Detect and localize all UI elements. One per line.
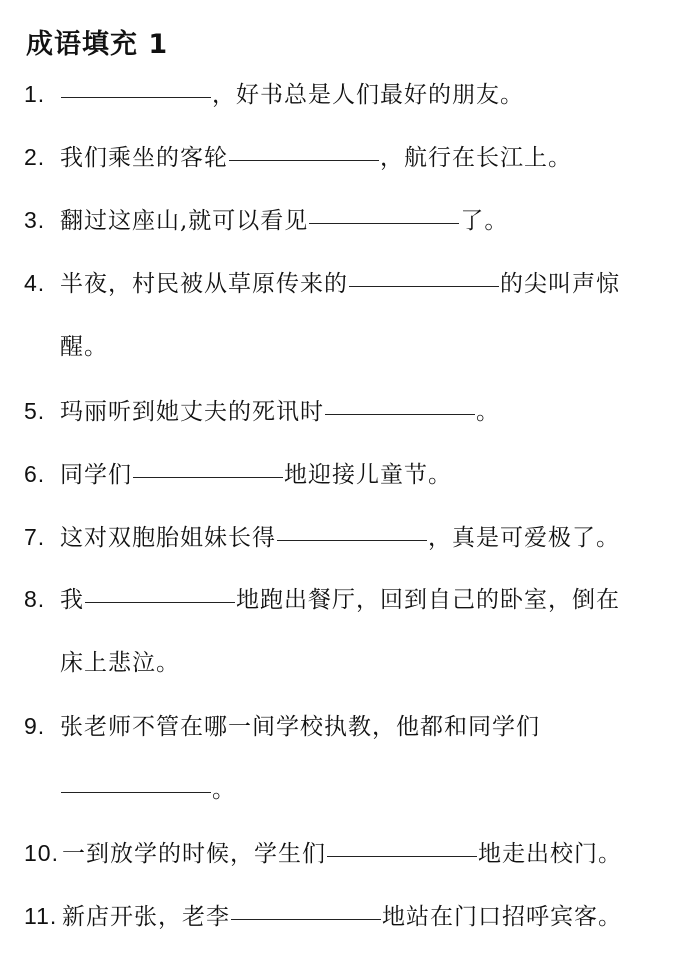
question-text-after: 地跑出餐厅，回到自己的卧室，倒在 [236,587,620,613]
question-text-before: 新店开张，老李 [62,904,230,930]
blank-line[interactable] [327,855,477,857]
question-text-before: 我们乘坐的客轮 [60,145,228,171]
question-number: 11. [24,903,58,929]
question-text-after: 地迎接儿童节。 [284,462,452,488]
question-number: 9. [24,713,46,739]
question-text-before: 一到放学的时候，学生们 [62,841,326,867]
question-2 [24,137,572,177]
question-text-before: 半夜，村民被从草原传来的 [60,271,348,297]
question-text-before: 玛丽听到她丈夫的死讯时 [60,399,324,425]
question-text-after: 了。 [460,208,509,234]
blank-line[interactable] [325,413,475,415]
question-text-continued: 床上悲泣。 [60,650,180,676]
question-text-after: 的尖叫声惊 [500,271,620,297]
blank-line[interactable] [133,476,283,478]
question-text-before: 翻过这座山,就可以看见 [60,208,309,234]
question-text-after: 。 [476,399,500,425]
question-text-after: ，航行在长江上。 [380,145,572,171]
question-11 [24,896,622,936]
blank-line[interactable] [61,96,211,98]
question-text-after: 地走出校门。 [478,841,622,867]
question-8 [24,579,620,619]
question-text-before: 张老师不管在哪一间学校执教，他都和同学们 [60,714,540,740]
question-3 [24,200,508,240]
blank-line[interactable] [61,791,211,793]
blank-line[interactable] [231,918,381,920]
question-text-after: 地站在门口招呼宾客。 [382,904,622,930]
question-4-continued [60,327,108,367]
question-number: 3. [24,207,46,233]
blank-line[interactable] [229,159,379,161]
blank-line[interactable] [309,222,459,224]
question-5 [24,391,500,431]
question-number: 1. [24,81,46,107]
question-1 [24,74,524,114]
question-number: 2. [24,144,46,170]
question-9-continued [60,770,236,810]
question-text-after: ，真是可爱极了。 [428,525,620,551]
blank-line[interactable] [277,539,427,541]
question-number: 5. [24,398,46,424]
question-number: 10. [24,840,59,866]
blank-line[interactable] [85,601,235,603]
question-number: 8. [24,586,46,612]
question-10 [24,833,622,873]
question-text-before: 我 [60,587,84,613]
question-text-after: ，好书总是人们最好的朋友。 [212,82,524,108]
question-text-before: 这对双胞胎姐妹长得 [60,525,276,551]
question-8-continued [60,643,180,683]
question-7 [24,517,620,557]
question-text-continued: 醒。 [60,334,108,360]
question-6 [24,454,452,494]
question-text-after: 。 [212,777,236,803]
blank-line[interactable] [349,285,499,287]
question-number: 7. [24,524,46,550]
question-number: 4. [24,270,46,296]
worksheet-title: 成语填充 1 [26,29,169,60]
question-9 [24,706,540,746]
question-number: 6. [24,461,46,487]
question-text-before: 同学们 [60,462,132,488]
question-4 [24,263,620,303]
